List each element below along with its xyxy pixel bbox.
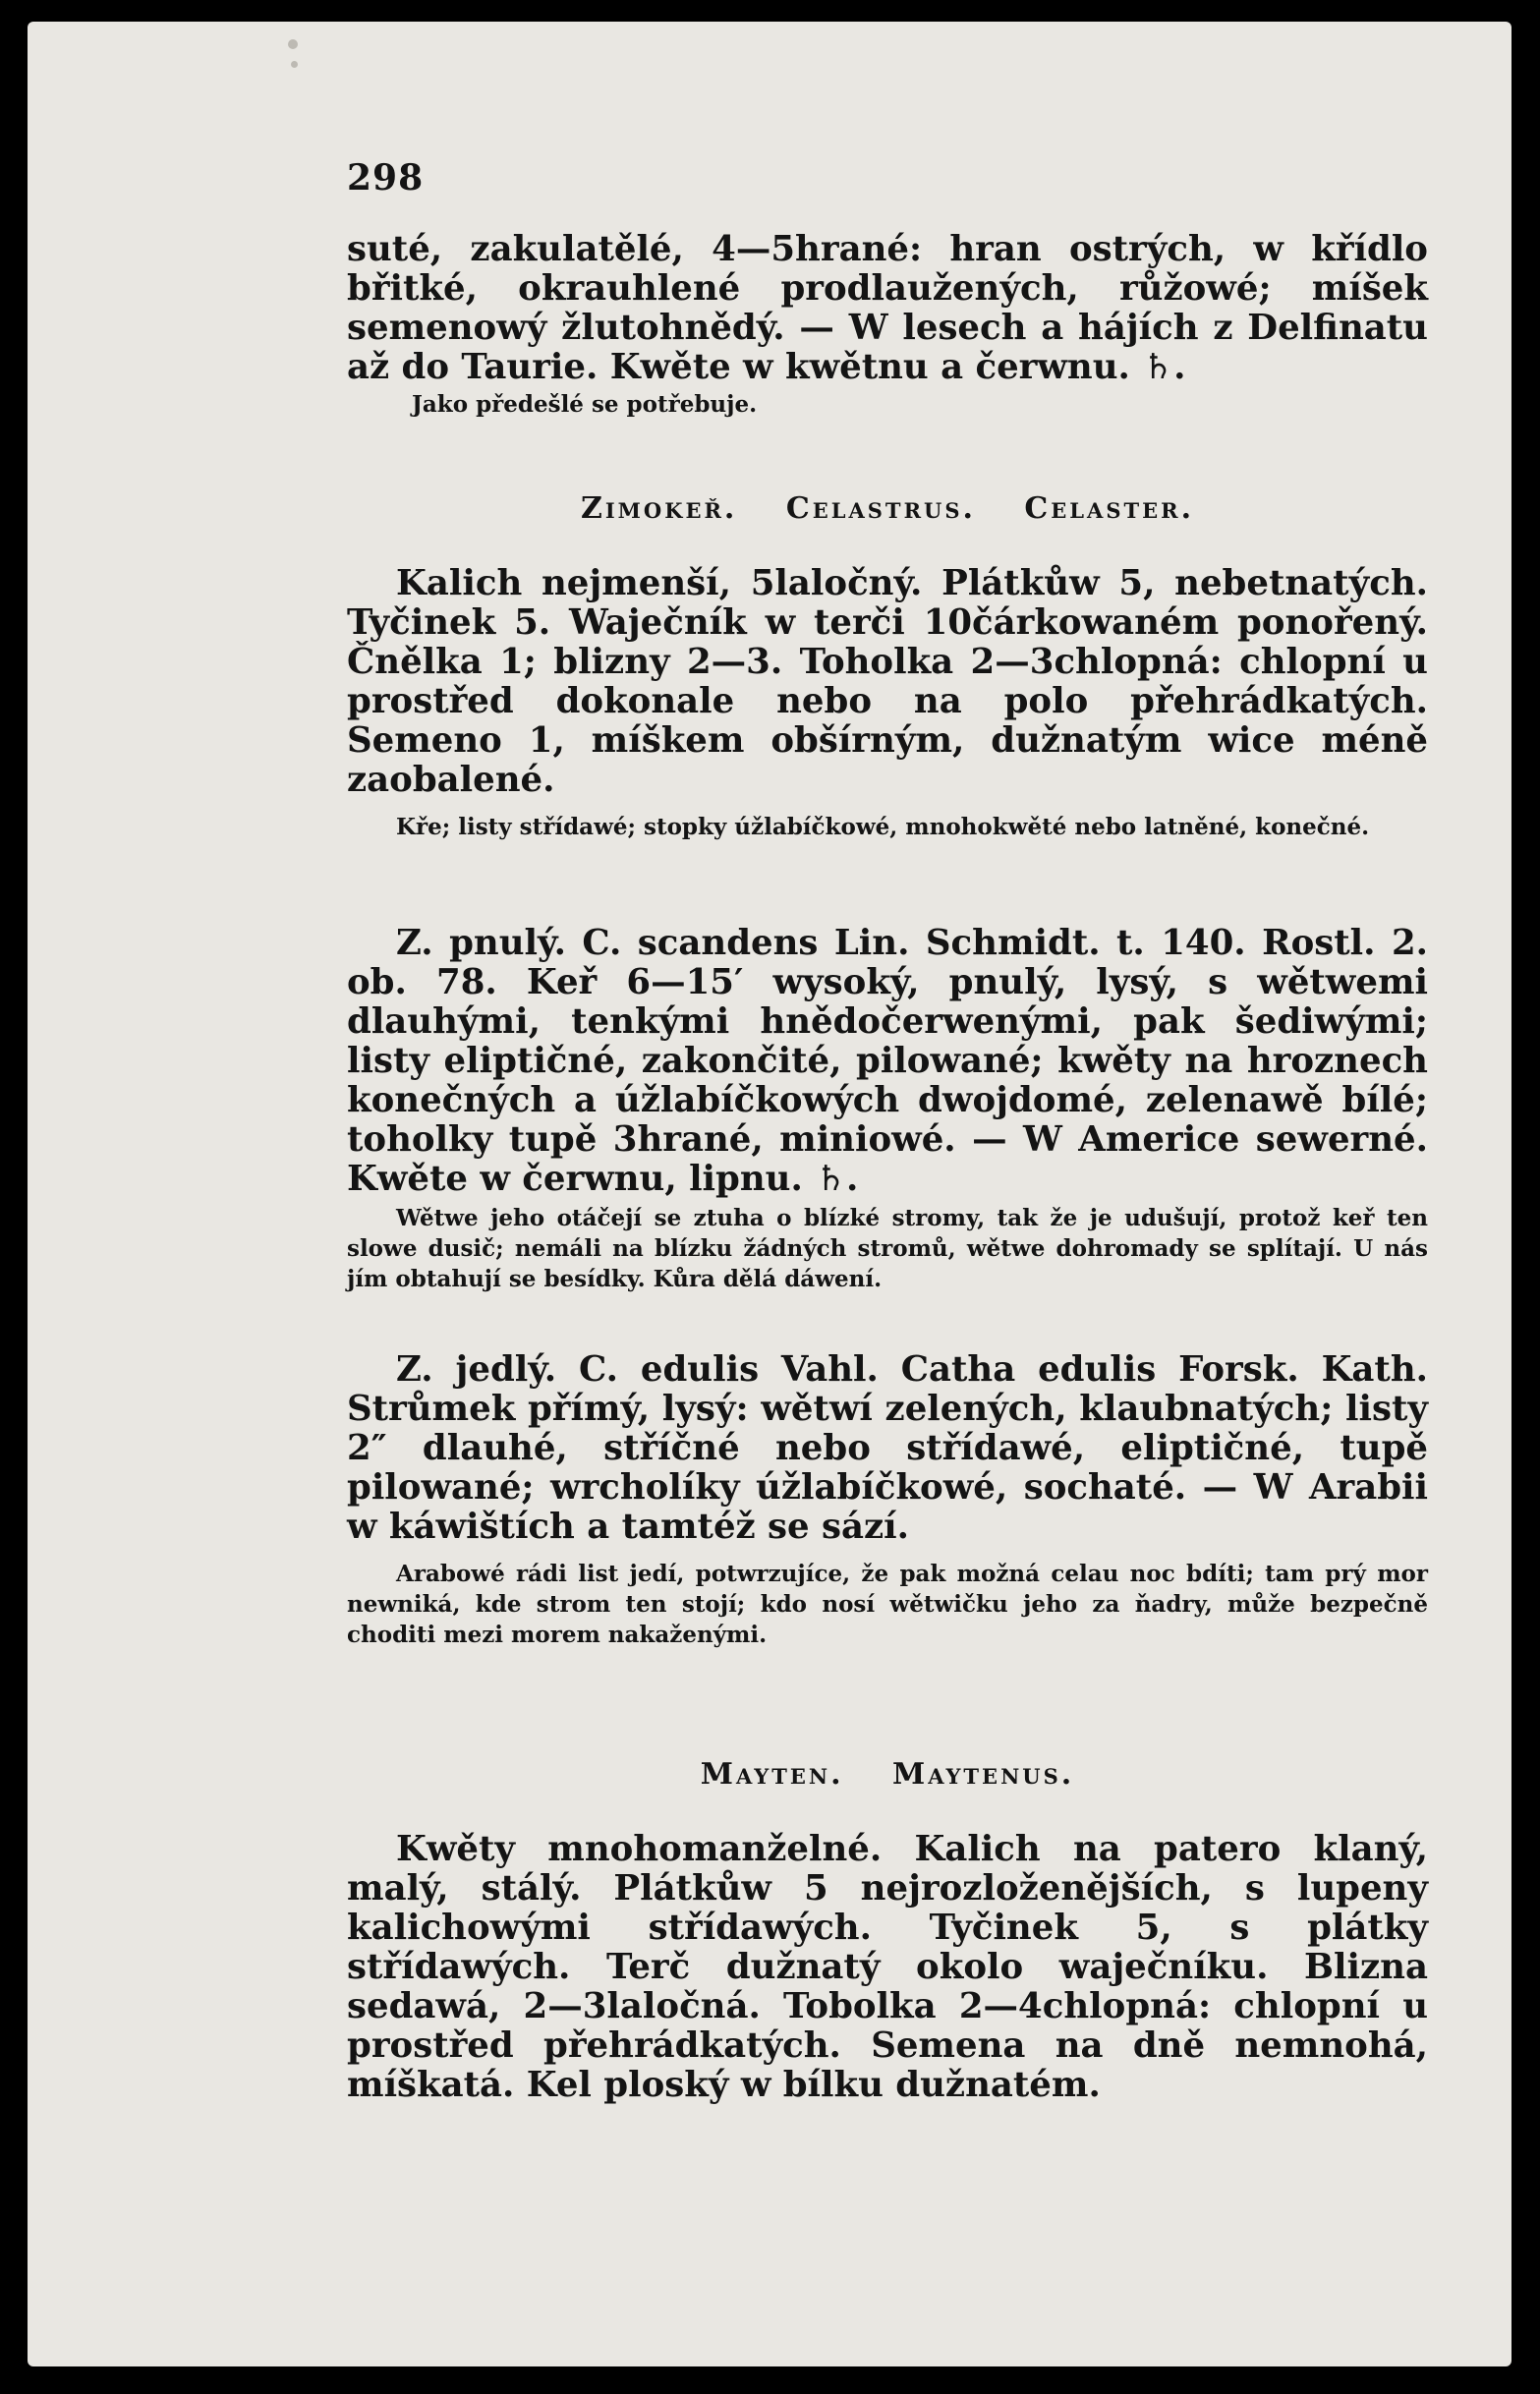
genus-habit-note: Kře; listy střídawé; stopky úžlabíčkowé, mnohokwěté nebo latněné, konečné. — [396, 814, 1370, 840]
page-number: 298 — [347, 157, 425, 199]
species-description: Z. jedlý. C. edulis Vahl. Catha edulis Forsk. Kath. Strůmek přímý, lysý: wětwí zelených, klaubnatých; listy 2″ dlauhé, stříčné nebo střídawé, eliptičné, tupě pilowané; wrcholíky úžlabíčkowé, sochaté. — W Arabii w káwištích a tamtéž se sází. — [347, 1349, 1428, 1547]
species-description: Z. pnulý. C. scandens Lin. Schmidt. t. 140. Rostl. 2. ob. 78. Keř 6—15′ wysoký, pnulý, lysý, s wětwemi dlauhými, tenkými hnědočerwenými, pak šediwými; listy eliptičné, zakončité, pilowané; kwěty na hroznech konečných a úžlabíčkowých dwojdomé, zelenawě bílé; toholky tupě 3hrané, miniowé. — W Americe sewerné. Kwěte w čerwnu, lipnu. ♄. — [347, 923, 1428, 1199]
usage-note: Jako předešlé se potřebuje. — [412, 391, 758, 418]
genus-description — [347, 564, 1428, 842]
genus-heading-celastrus — [347, 491, 1428, 526]
species-edulis — [347, 1350, 1428, 1650]
genus-name-german: Celaster. — [1024, 491, 1195, 526]
genus-description-maytenus — [347, 1830, 1428, 2105]
genus-name-latin: Celastrus. — [785, 491, 976, 526]
genus-name-czech: Mayten. — [700, 1757, 844, 1792]
genus-name-latin: Maytenus. — [891, 1757, 1075, 1792]
species-scandens — [347, 924, 1428, 1294]
paper-spot — [291, 61, 298, 68]
species-note: Arabowé rádi list jedí, potwrzujíce, že pak možná celau noc bdíti; tam prý mor newniká, kde strom ten stojí; kdo nosí wětwičku jeho za ňadry, může bezpečně choditi mezi morem nakaženými. — [347, 1561, 1428, 1648]
genus-heading-maytenus — [347, 1757, 1428, 1792]
genus-name-czech: Zimokeř. — [580, 491, 738, 526]
paragraph-continuation: suté, zakulatělé, 4—5hrané: hran ostrých, w křídlo břitké, okrauhlené prodlaužených, růžowé; míšek semenowý žlutohnědý. — W lesech a hájích z Delfinatu až do Taurie. Kwěte w kwětnu a čerwnu. ♄. — [347, 229, 1428, 387]
genus-characters: Kalich nejmenší, 5laločný. Plátkůw 5, nebetnatých. Tyčinek 5. Waječník w terči 10čárkowaném ponořený. Čnělka 1; blizny 2—3. Toholka 2—3chlopná: chlopní u prostřed dokonale nebo na polo přehrádkatých. Semeno 1, míškem obšírným, dužnatým wice méně zaobalené. — [347, 563, 1428, 800]
book-page — [28, 22, 1511, 2366]
species-note: Wětwe jeho otáčejí se ztuha o blízké stromy, tak že je udušují, protož keř ten slowe dusič; nemáli na blízku žádných stromů, wětwe dohromady se splítají. U nás jím obtahují se besídky. Kůra dělá dáwení. — [347, 1205, 1428, 1292]
paper-spot — [288, 39, 298, 49]
genus-characters: Kwěty mnohomanželné. Kalich na patero klaný, malý, stálý. Plátkůw 5 nejrozloženějších, s lupeny kalichowými střídawých. Tyčinek 5, s plátky střídawých. Terč dužnatý okolo waječníku. Blizna sedawá, 2—3laločná. Tobolka 2—4chlopná: chlopní u prostřed přehrádkatých. Semena na dně nemnohá, míškatá. Kel ploský w bílku dužnatém. — [347, 1829, 1428, 2105]
entry-continuation — [347, 230, 1428, 420]
